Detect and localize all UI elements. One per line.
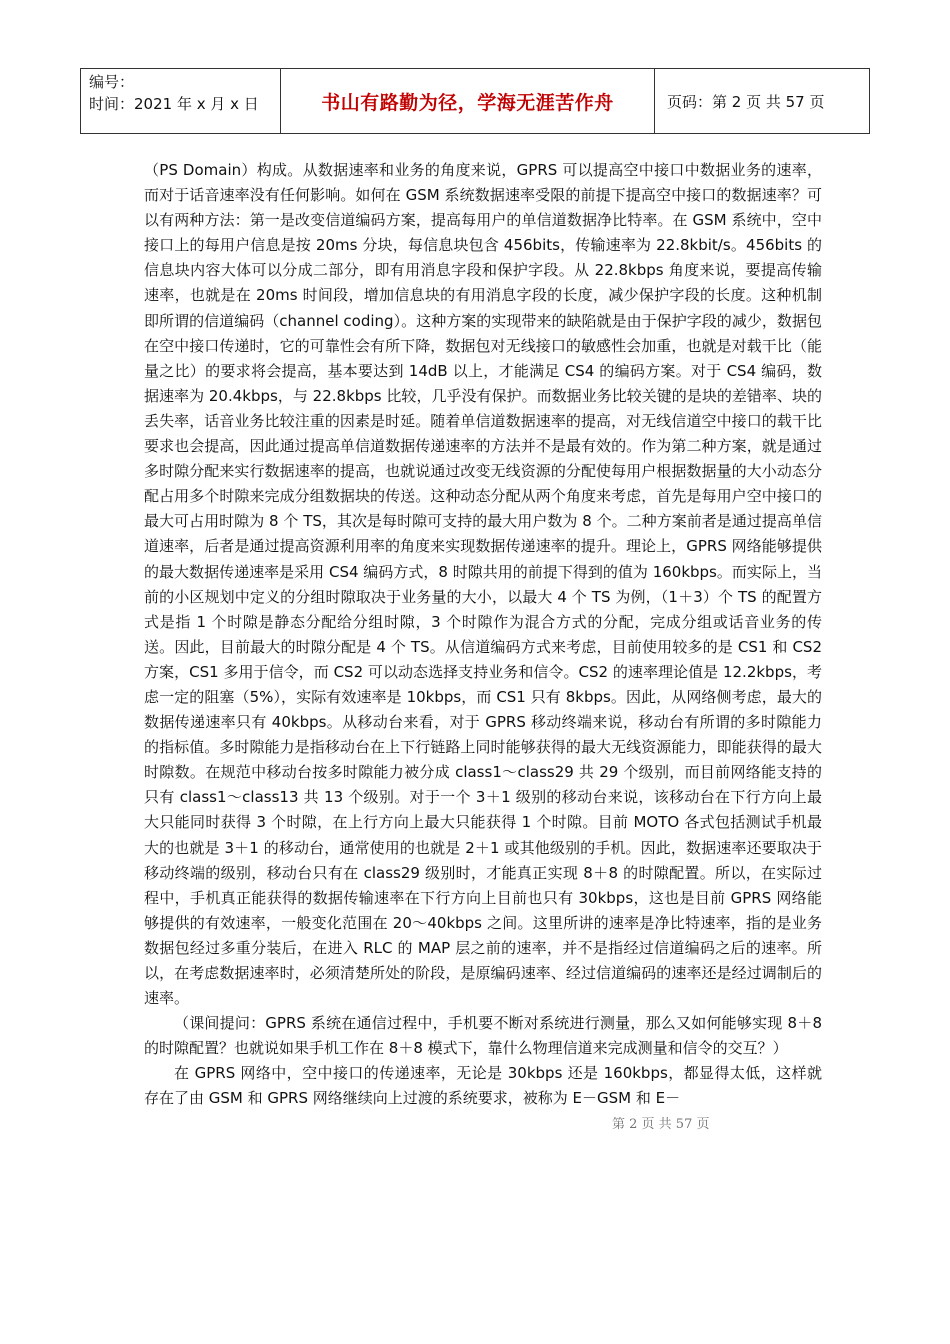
page-number-footer: 第 2 页 共 57 页 — [612, 1117, 710, 1132]
document-header — [80, 68, 870, 134]
header-meta — [81, 69, 281, 133]
date-label: 时间：2021 年 x 月 x 日 — [89, 95, 259, 113]
body-paragraph-3: 在 GPRS 网络中，空中接口的传递速率，无论是 30kbps 还是 160kbps，都显得太低，这样就存在了由 GSM 和 GPRS 网络继续向上过渡的系统要求，被称为 E－GSM 和 E－ — [144, 1064, 822, 1108]
header-motto: 书山有路勤为径，学海无涯苦作舟 — [281, 69, 655, 133]
body-paragraph-2: （课间提问：GPRS 系统在通信过程中，手机要不断对系统进行测量，那么又如何能够实现 8＋8 的时隙配置？也就说如果手机工作在 8＋8 模式下，靠什么物理信道来完成测量和信令的交互？） — [144, 1014, 822, 1058]
header-page-info: 页码：第 2 页 共 57 页 — [667, 92, 825, 111]
number-label: 编号： — [89, 73, 135, 91]
body-paragraph-1: （PS Domain）构成。从数据速率和业务的角度来说，GPRS 可以提高空中接口中数据业务的速率，而对于话音速率没有任何影响。如何在 GSM 系统数据速率受限的前提下提高空中接口的数据速率？可以有两种方法：第一是改变信道编码方案，提高每用户的单信道数据净比特率。在 GSM 系统中，空中接口上的每用户信息是按 20ms 分块，每信息块包含 456bits，传输速率为 22.8kbit/s。456bits 的信息块内容大体可以分成二部分，即有用消息字段和保护字段。从 22.8kbps 角度来说，要提高传输速率，也就是在 20ms 时间段，增加信息块的有用消息字段的长度，减少保护字段的长度。这种机制即所谓的信道编码（channel coding）。这种方案的实现带来的缺陷就是由于保护字段的减少，数据包在空中接口传递时，它的可靠性会有所下降，数据包对无线接口的敏感性会加重，也就是对载干比（能量之比）的要求将会提高，基本要达到 14dB 以上，才能满足 CS4 的编码方案。对于 CS4 编码，数据速率为 20.4kbps，与 22.8kbps 比较，几乎没有保护。而数据业务比较关键的是块的差错率、块的丢失率，话音业务比较注重的因素是时延。随着单信道数据速率的提高，对无线信道空中接口的载干比要求也会提高，因此通过提高单信道数据传递速率的方法并不是最有效的。作为第二种方案，就是通过多时隙分配来实行数据速率的提高，也就说通过改变无线资源的分配使每用户根据数据量的大小动态分配占用多个时隙来完成分组数据块的传送。这种动态分配从两个角度来考虑，首先是每用户空中接口的最大可占用时隙为 8 个 TS，其次是每时隙可支持的最大用户数为 8 个。二种方案前者是通过提高单信道速率，后者是通过提高资源利用率的角度来实现数据传递速率的提升。理论上，GPRS 网络能够提供的最大数据传递速率是采用 CS4 编码方式，8 时隙共用的前提下得到的值为 160kbps。而实际上，当前的小区规划中定义的分组时隙取决于业务量的大小，以最大 4 个 TS 为例，（1＋3）个 TS 的配置方式是指 1 个时隙是静态分配给分组时隙，3 个时隙作为混合方式的分配，完成分组或话音业务的传送。因此，目前最大的时隙分配是 4 个 TS。从信道编码方式来考虑，目前使用较多的是 CS1 和 CS2 方案，CS1 多用于信令，而 CS2 可以动态选择支持业务和信令。CS2 的速率理论值是 12.2kbps，考虑一定的阻塞（5%），实际有效速率是 10kbps，而 CS1 只有 8kbps。因此，从网络侧考虑，最大的数据传递速率只有 40kbps。从移动台来看，对于 GPRS 移动终端来说，移动台有所谓的多时隙能力的指标值。多时隙能力是指移动台在上下行链路上同时能够获得的最大无线资源能力，即能获得的最大时隙数。在规范中移动台按多时隙能力被分成 class1～class29 共 29 个级别，而目前网络能支持的只有 class1～class13 共 13 个级别。对于一个 3＋1 级别的移动台来说，该移动台在下行方向上最大只能同时获得 3 个时隙，在上行方向上最大只能获得 1 个时隙。目前 MOTO 各式包括测试手机最大的也就是 3＋1 的移动台，通常使用的也就是 2＋1 或其他级别的手机。因此，数据速率还要取决于移动终端的级别，移动台只有在 class29 级别时，才能真正实现 8＋8 的时隙配置。所以，在实际过程中，手机真正能获得的数据传输速率在下行方向上目前也只有 30kbps，这也是目前 GPRS 网络能够提供的有效速率，一般变化范围在 20～40kbps 之间。这里所讲的速率是净比特速率，指的是业务数据包经过多重分装后，在进入 RLC 的 MAP 层之前的速率，并不是指经过信道编码之后的速率。所以，在考虑数据速率时，必须清楚所处的阶段，是原编码速率、经过信道编码的速率还是经过调制后的速率。 — [144, 161, 822, 1008]
document-body — [144, 158, 822, 1112]
